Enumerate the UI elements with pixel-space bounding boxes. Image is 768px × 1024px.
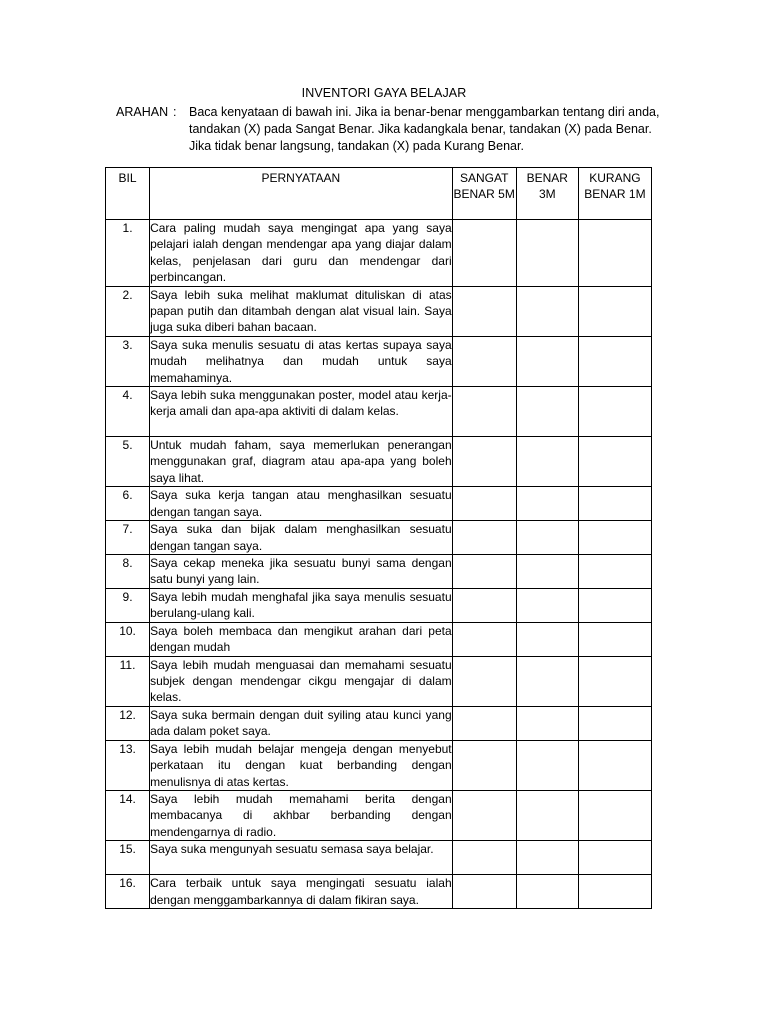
answer-sangat-benar-cell[interactable] bbox=[452, 336, 516, 386]
answer-kurang-benar-cell[interactable] bbox=[578, 336, 651, 386]
answer-kurang-benar-cell[interactable] bbox=[578, 588, 651, 622]
row-number: 4. bbox=[106, 387, 150, 437]
instruction-line-3: Jika tidak benar langsung, tandakan (X) pada Kurang Benar. bbox=[189, 139, 524, 153]
instructions bbox=[116, 104, 676, 155]
answer-sangat-benar-cell[interactable] bbox=[452, 437, 516, 487]
answer-sangat-benar-cell[interactable] bbox=[452, 521, 516, 555]
answer-benar-cell[interactable] bbox=[516, 554, 578, 588]
row-statement: Saya suka dan bijak dalam menghasilkan sesuatu dengan tangan saya. bbox=[150, 522, 452, 553]
table-row bbox=[106, 487, 652, 521]
answer-sangat-benar-cell[interactable] bbox=[452, 875, 516, 909]
table-row bbox=[106, 588, 652, 622]
answer-benar-cell[interactable] bbox=[516, 656, 578, 706]
answer-sangat-benar-cell[interactable] bbox=[452, 554, 516, 588]
table-row bbox=[106, 220, 652, 287]
table-body bbox=[106, 220, 652, 909]
instruction-label: ARAHAN bbox=[116, 105, 169, 119]
row-number: 12. bbox=[106, 706, 150, 740]
row-statement: Saya cekap meneka jika sesuatu bunyi sama dengan satu bunyi yang lain. bbox=[150, 554, 453, 588]
answer-benar-cell[interactable] bbox=[516, 740, 578, 790]
row-statement: Saya lebih suka menggunakan poster, model atau kerja-kerja amali dan apa-apa aktiviti di dalam kelas. bbox=[150, 387, 453, 437]
answer-benar-cell[interactable] bbox=[516, 521, 578, 555]
table-row bbox=[106, 622, 652, 656]
header-pernyataan: PERNYATAAN bbox=[150, 168, 453, 220]
row-number: 11. bbox=[106, 656, 150, 706]
row-statement: Saya lebih mudah menghafal jika saya menulis sesuatu berulang-ulang kali. bbox=[150, 589, 452, 621]
row-number: 2. bbox=[106, 286, 150, 336]
row-number: 5. bbox=[106, 437, 150, 487]
answer-kurang-benar-cell[interactable] bbox=[578, 387, 651, 437]
answer-kurang-benar-cell[interactable] bbox=[578, 286, 651, 336]
answer-kurang-benar-cell[interactable] bbox=[578, 521, 651, 555]
answer-benar-cell[interactable] bbox=[516, 286, 578, 336]
instruction-line-1: Baca kenyataan di bawah ini. Jika ia benar-benar menggambarkan tentang diri anda, bbox=[189, 105, 660, 119]
table-row bbox=[106, 336, 652, 386]
inventory-table bbox=[105, 167, 652, 909]
row-statement: Saya boleh membaca dan mengikut arahan dari peta dengan mudah bbox=[150, 623, 452, 655]
answer-kurang-benar-cell[interactable] bbox=[578, 487, 651, 521]
answer-benar-cell[interactable] bbox=[516, 588, 578, 622]
row-statement: Cara terbaik untuk saya mengingati sesuatu ialah dengan menggambarkannya di dalam fikiran saya. bbox=[150, 876, 452, 907]
document-title: INVENTORI GAYA BELAJAR bbox=[301, 86, 467, 100]
table-row bbox=[106, 521, 652, 555]
answer-benar-cell[interactable] bbox=[516, 336, 578, 386]
answer-kurang-benar-cell[interactable] bbox=[578, 740, 651, 790]
row-statement: Untuk mudah faham, saya memerlukan penerangan menggunakan graf, diagram atau apa-apa yang boleh saya lihat. bbox=[150, 438, 452, 485]
row-number: 14. bbox=[106, 790, 150, 840]
instruction-line-2: tandakan (X) pada Sangat Benar. Jika kadangkala benar, tandakan (X) pada Benar. bbox=[189, 122, 652, 136]
answer-sangat-benar-cell[interactable] bbox=[452, 588, 516, 622]
row-statement: Saya lebih mudah belajar mengeja dengan menyebut perkataan itu dengan kuat berbanding dengan menulisnya di atas kertas. bbox=[150, 741, 452, 789]
instruction-colon: : bbox=[173, 105, 177, 119]
row-statement: Saya suka mengunyah sesuatu semasa saya belajar. bbox=[150, 841, 453, 875]
table-row bbox=[106, 841, 652, 875]
answer-kurang-benar-cell[interactable] bbox=[578, 220, 651, 287]
table-row bbox=[106, 387, 652, 437]
header-sangat-benar: SANGAT BENAR 5M bbox=[452, 168, 516, 220]
header-benar: BENAR 3M bbox=[516, 168, 578, 220]
answer-kurang-benar-cell[interactable] bbox=[578, 622, 651, 656]
row-statement: Saya lebih mudah memahami berita dengan membacanya di akhbar berbanding dengan mendengarnya di radio. bbox=[150, 791, 452, 839]
answer-benar-cell[interactable] bbox=[516, 790, 578, 840]
answer-sangat-benar-cell[interactable] bbox=[452, 387, 516, 437]
header-bil: BIL bbox=[106, 168, 150, 220]
row-statement: Saya lebih mudah menguasai dan memahami sesuatu subjek dengan mendengar cikgu mengajar di dalam kelas. bbox=[150, 657, 452, 705]
table-row bbox=[106, 286, 652, 336]
row-number: 13. bbox=[106, 740, 150, 790]
table-header-row bbox=[106, 168, 652, 220]
header-kurang-benar: KURANG BENAR 1M bbox=[578, 168, 651, 220]
answer-benar-cell[interactable] bbox=[516, 487, 578, 521]
answer-kurang-benar-cell[interactable] bbox=[578, 706, 651, 740]
row-number: 3. bbox=[106, 336, 150, 386]
row-statement: Saya suka kerja tangan atau menghasilkan sesuatu dengan tangan saya. bbox=[150, 488, 452, 519]
row-number: 8. bbox=[106, 554, 150, 588]
instruction-first-line bbox=[116, 104, 676, 121]
table-row bbox=[106, 706, 652, 740]
answer-sangat-benar-cell[interactable] bbox=[452, 286, 516, 336]
row-statement: Saya suka menulis sesuatu di atas kertas supaya saya mudah melihatnya dan mudah untuk saya memahaminya. bbox=[150, 337, 452, 385]
row-statement: Cara paling mudah saya mengingat apa yang saya pelajari ialah dengan mendengar apa yang diajar dalam kelas, penjelasan dari guru dan mendengar dari perbincangan. bbox=[150, 221, 452, 285]
row-number: 6. bbox=[106, 487, 150, 521]
answer-kurang-benar-cell[interactable] bbox=[578, 437, 651, 487]
row-number: 10. bbox=[106, 622, 150, 656]
answer-kurang-benar-cell[interactable] bbox=[578, 875, 651, 909]
answer-sangat-benar-cell[interactable] bbox=[452, 740, 516, 790]
answer-kurang-benar-cell[interactable] bbox=[578, 841, 651, 875]
row-number: 15. bbox=[106, 841, 150, 875]
row-statement: Saya suka bermain dengan duit syiling atau kunci yang ada dalam poket saya. bbox=[150, 706, 453, 740]
answer-kurang-benar-cell[interactable] bbox=[578, 656, 651, 706]
answer-sangat-benar-cell[interactable] bbox=[452, 841, 516, 875]
row-number: 16. bbox=[106, 875, 150, 909]
table-row bbox=[106, 554, 652, 588]
row-number: 9. bbox=[106, 588, 150, 622]
table-row bbox=[106, 875, 652, 909]
answer-benar-cell[interactable] bbox=[516, 622, 578, 656]
answer-sangat-benar-cell[interactable] bbox=[452, 220, 516, 287]
answer-sangat-benar-cell[interactable] bbox=[452, 706, 516, 740]
table-row bbox=[106, 740, 652, 790]
answer-benar-cell[interactable] bbox=[516, 706, 578, 740]
answer-kurang-benar-cell[interactable] bbox=[578, 790, 651, 840]
answer-sangat-benar-cell[interactable] bbox=[452, 487, 516, 521]
row-number: 1. bbox=[106, 220, 150, 287]
answer-kurang-benar-cell[interactable] bbox=[578, 554, 651, 588]
table-row bbox=[106, 437, 652, 487]
row-statement: Saya lebih suka melihat maklumat dituliskan di atas papan putih dan ditambah dengan alat visual lain. Saya juga suka diberi bahan bacaan. bbox=[150, 287, 452, 335]
answer-benar-cell[interactable] bbox=[516, 220, 578, 287]
answer-benar-cell[interactable] bbox=[516, 875, 578, 909]
answer-sangat-benar-cell[interactable] bbox=[452, 656, 516, 706]
answer-benar-cell[interactable] bbox=[516, 387, 578, 437]
table-row bbox=[106, 790, 652, 840]
answer-sangat-benar-cell[interactable] bbox=[452, 790, 516, 840]
answer-sangat-benar-cell[interactable] bbox=[452, 622, 516, 656]
row-number: 7. bbox=[106, 521, 150, 555]
answer-benar-cell[interactable] bbox=[516, 841, 578, 875]
table-row bbox=[106, 656, 652, 706]
answer-benar-cell[interactable] bbox=[516, 437, 578, 487]
